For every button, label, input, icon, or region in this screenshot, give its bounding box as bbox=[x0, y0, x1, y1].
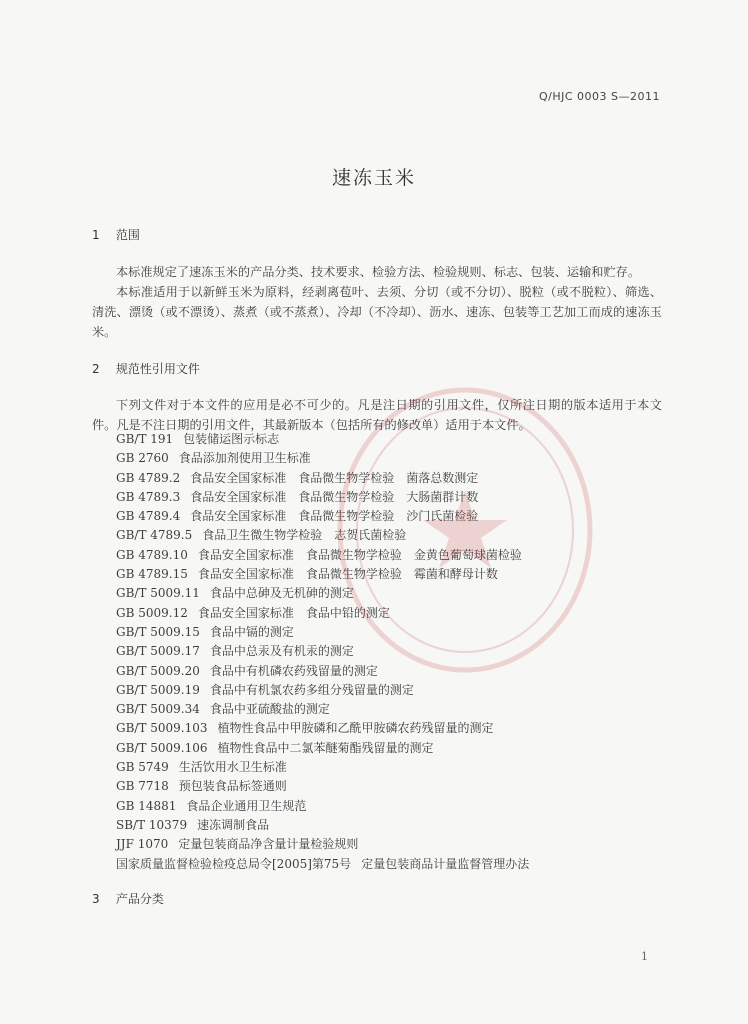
reference-code: GB 2760 bbox=[116, 451, 169, 466]
reference-code: 国家质量监督检验检疫总局令[2005]第75号 bbox=[116, 856, 352, 871]
reference-name: 食品中有机氯农药多组分残留量的测定 bbox=[209, 682, 414, 697]
reference-item bbox=[116, 430, 529, 449]
reference-name: 食品中镉的测定 bbox=[209, 624, 294, 639]
reference-code: GB 5009.12 bbox=[116, 605, 188, 620]
reference-item bbox=[116, 623, 529, 642]
reference-item bbox=[116, 739, 529, 758]
reference-name: 食品安全国家标准 食品中铅的测定 bbox=[197, 605, 390, 620]
scope-paragraph-2: 本标准适用于以新鲜玉米为原料，经剥离苞叶、去须、分切（或不分切）、脱粒（或不脱粒）、筛选、清洗、漂烫（或不漂烫）、蒸煮（或不蒸煮）、冷却（不冷却）、沥水、速冻、包装等工艺加工而成的速冻玉米。 bbox=[92, 285, 662, 339]
section-number: 3 bbox=[92, 892, 100, 906]
section-references-heading bbox=[92, 360, 200, 377]
reference-code: GB 5749 bbox=[116, 760, 169, 775]
reference-item bbox=[116, 526, 529, 545]
reference-name: 定量包装商品计量监督管理办法 bbox=[361, 856, 530, 871]
reference-item bbox=[116, 604, 529, 623]
reference-item bbox=[116, 816, 529, 835]
reference-code: JJF 1070 bbox=[116, 837, 169, 852]
reference-name: 食品安全国家标准 食品微生物学检验 菌落总数测定 bbox=[190, 470, 479, 485]
section-title: 范围 bbox=[115, 228, 140, 242]
reference-code: GB 7718 bbox=[116, 779, 169, 794]
reference-code: GB/T 4789.5 bbox=[116, 528, 193, 543]
reference-item bbox=[116, 797, 529, 816]
reference-item bbox=[116, 777, 529, 796]
reference-code: GB/T 5009.106 bbox=[116, 740, 208, 755]
section-title: 产品分类 bbox=[115, 892, 164, 906]
reference-item bbox=[116, 449, 529, 468]
reference-name: 食品中亚硫酸盐的测定 bbox=[209, 702, 330, 717]
reference-code: GB 4789.2 bbox=[116, 470, 181, 485]
reference-code: GB/T 5009.103 bbox=[116, 721, 208, 736]
reference-item bbox=[116, 507, 529, 526]
reference-code: GB/T 5009.19 bbox=[116, 682, 200, 697]
reference-item bbox=[116, 469, 529, 488]
reference-name: 食品安全国家标准 食品微生物学检验 沙门氏菌检验 bbox=[190, 509, 479, 524]
reference-name: 定量包装商品净含量计量检验规则 bbox=[178, 837, 359, 852]
scope-paragraph-1: 本标准规定了速冻玉米的产品分类、技术要求、检验方法、检验规则、标志、包装、运输和贮存。 bbox=[116, 265, 641, 279]
reference-item bbox=[116, 488, 529, 507]
reference-item bbox=[116, 642, 529, 661]
reference-code: GB/T 5009.20 bbox=[116, 663, 200, 678]
reference-code: GB 4789.10 bbox=[116, 547, 188, 562]
reference-name: 食品安全国家标准 食品微生物学检验 金黄色葡萄球菌检验 bbox=[197, 547, 522, 562]
section-scope-heading bbox=[92, 226, 140, 243]
section-number: 2 bbox=[92, 362, 100, 376]
references-intro: 下列文件对于本文件的应用是必不可少的。凡是注日期的引用文件，仅所注日期的版本适用于本文件。凡是不注日期的引用文件，其最新版本（包括所有的修改单）适用于本文件。 bbox=[92, 398, 662, 432]
reference-item bbox=[116, 719, 529, 738]
standard-code: Q/HJC 0003 S—2011 bbox=[538, 90, 660, 103]
reference-name: 速冻调制食品 bbox=[197, 817, 270, 832]
reference-code: GB 14881 bbox=[116, 798, 177, 813]
document-title: 速冻玉米 bbox=[331, 167, 416, 189]
reference-name: 植物性食品中甲胺磷和乙酰甲胺磷农药残留量的测定 bbox=[217, 721, 494, 736]
reference-name: 食品卫生微生物学检验 志贺氏菌检验 bbox=[202, 528, 407, 543]
reference-name: 包装储运图示标志 bbox=[183, 432, 280, 446]
reference-item bbox=[116, 758, 529, 777]
reference-code: GB 4789.15 bbox=[116, 567, 188, 582]
section-title: 规范性引用文件 bbox=[115, 362, 200, 376]
reference-name: 预包装食品标签通则 bbox=[178, 779, 287, 794]
page-number: 1 bbox=[641, 950, 648, 963]
reference-name: 食品安全国家标准 食品微生物学检验 大肠菌群计数 bbox=[190, 489, 479, 504]
reference-list bbox=[116, 430, 529, 874]
section-number: 1 bbox=[92, 228, 100, 242]
reference-code: GB/T 5009.11 bbox=[116, 586, 200, 601]
reference-code: GB/T 5009.34 bbox=[116, 702, 200, 717]
reference-name: 植物性食品中二氯苯醚菊酯残留量的测定 bbox=[217, 740, 434, 755]
reference-name: 食品安全国家标准 食品微生物学检验 霉菌和酵母计数 bbox=[197, 567, 498, 582]
reference-item bbox=[116, 855, 529, 874]
reference-name: 生活饮用水卫生标准 bbox=[178, 760, 287, 775]
section-classification-heading bbox=[92, 890, 164, 907]
reference-name: 食品中总汞及有机汞的测定 bbox=[209, 644, 354, 659]
reference-name: 食品中有机磷农药残留量的测定 bbox=[209, 663, 378, 678]
reference-name: 食品中总砷及无机砷的测定 bbox=[209, 586, 354, 601]
reference-item bbox=[116, 700, 529, 719]
reference-code: GB/T 191 bbox=[116, 432, 174, 446]
reference-item bbox=[116, 681, 529, 700]
reference-item bbox=[116, 584, 529, 603]
reference-code: GB 4789.3 bbox=[116, 489, 181, 504]
reference-code: GB/T 5009.17 bbox=[116, 644, 200, 659]
reference-item bbox=[116, 662, 529, 681]
reference-name: 食品企业通用卫生规范 bbox=[186, 798, 307, 813]
reference-item bbox=[116, 546, 529, 565]
reference-name: 食品添加剂使用卫生标准 bbox=[178, 451, 311, 466]
reference-code: GB 4789.4 bbox=[116, 509, 181, 524]
reference-item bbox=[116, 835, 529, 854]
reference-code: SB/T 10379 bbox=[116, 817, 188, 832]
reference-code: GB/T 5009.15 bbox=[116, 624, 200, 639]
reference-item bbox=[116, 565, 529, 584]
